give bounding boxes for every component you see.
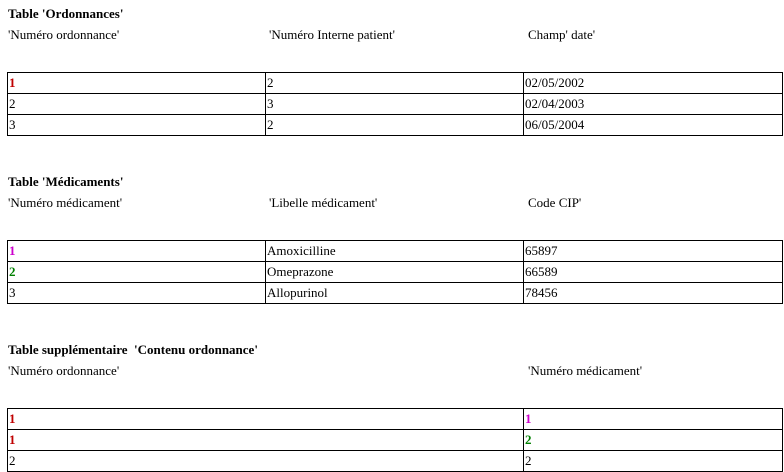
table-cell: 3 [8,283,266,304]
header-numero-medicament: 'Numéro médicament' [8,195,123,210]
table-cell: 02/05/2002 [524,73,783,94]
table-cell: 2 [266,115,524,136]
table-row [8,262,783,283]
table-cell: 02/04/2003 [524,94,783,115]
table-cell: 1 [8,73,266,94]
table-cell: Amoxicilline [266,241,524,262]
table-cell: 2 [524,430,783,451]
table-cell: 3 [8,115,266,136]
table-row [8,283,783,304]
table-cell: Allopurinol [266,283,524,304]
table-row [8,73,783,94]
header-numero-ordonnance: 'Numéro ordonnance' [8,27,120,42]
table-cell: 1 [8,430,524,451]
table-cell: 2 [266,73,524,94]
table-cell: 1 [524,409,783,430]
header-libelle-medicament: 'Libelle médicament' [269,195,378,210]
header-numero-interne-patient: 'Numéro Interne patient' [269,27,395,42]
table-cell: 2 [524,451,783,472]
table-cell: 66589 [524,262,783,283]
ordonnances-table [7,72,783,136]
table-cell: 1 [8,241,266,262]
table-cell: Omeprazone [266,262,524,283]
contenu-ordonnance-table [7,408,783,472]
table-cell: 2 [8,262,266,283]
table-title-medicaments: Table 'Médicaments' [8,174,124,189]
header-champ-date: Champ' date' [528,27,596,42]
header-code-cip: Code CIP' [528,195,582,210]
medicaments-table [7,240,783,304]
table-title-ordonnances: Table 'Ordonnances' [8,6,124,21]
table-cell: 65897 [524,241,783,262]
header-numero-medicament: 'Numéro médicament' [528,363,643,378]
header-numero-ordonnance: 'Numéro ordonnance' [8,363,120,378]
table-row [8,115,783,136]
table-row [8,94,783,115]
table-cell: 2 [8,451,524,472]
table-row [8,409,783,430]
table-row [8,451,783,472]
table-cell: 06/05/2004 [524,115,783,136]
table-row [8,430,783,451]
table-cell: 3 [266,94,524,115]
table-title-contenu-ordonnance: Table supplémentaire 'Contenu ordonnance' [8,342,258,357]
table-cell: 78456 [524,283,783,304]
table-cell: 2 [8,94,266,115]
table-cell: 1 [8,409,524,430]
table-row [8,241,783,262]
